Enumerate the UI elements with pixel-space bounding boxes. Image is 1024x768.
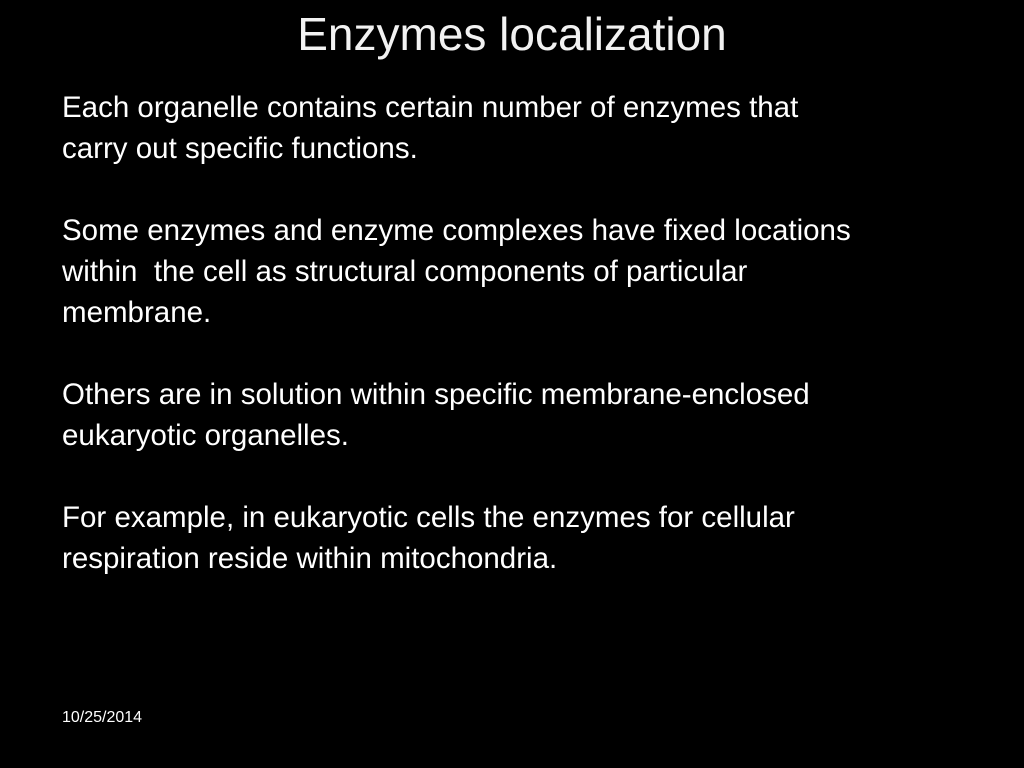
paragraph-1-line-1: Each organelle contains certain number of enzymes that [62, 91, 799, 124]
paragraph-2-line-2: within the cell as structural components of particular [62, 255, 748, 288]
paragraph-3-line-1: Others are in solution within specific membrane-enclosed [62, 378, 810, 411]
slide-body [62, 87, 992, 620]
paragraph-3 [62, 374, 992, 456]
paragraph-3-line-2: eukaryotic organelles. [62, 419, 349, 452]
slide-date: 10/25/2014 [62, 709, 143, 726]
paragraph-2-line-1: Some enzymes and enzyme complexes have fixed locations [62, 214, 851, 247]
paragraph-4-line-2: respiration reside within mitochondria. [62, 542, 558, 575]
slide-title: Enzymes localization [297, 8, 727, 60]
paragraph-4 [62, 497, 992, 579]
paragraph-2 [62, 210, 992, 333]
paragraph-4-line-1: For example, in eukaryotic cells the enzymes for cellular [62, 501, 795, 534]
paragraph-1-line-2: carry out specific functions. [62, 132, 418, 165]
paragraph-2-line-3: membrane. [62, 296, 212, 329]
paragraph-1 [62, 87, 992, 169]
